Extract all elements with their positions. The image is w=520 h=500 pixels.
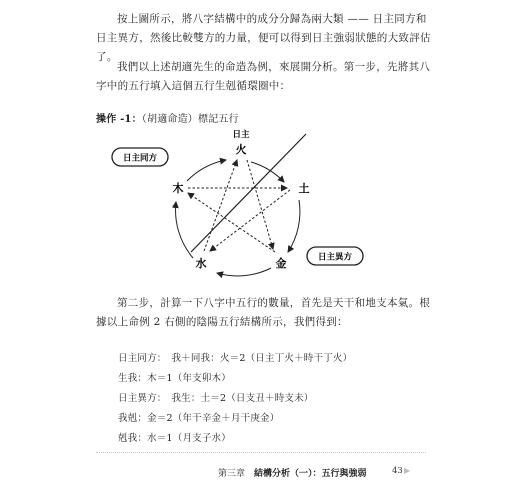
day-master-tag: 日主 — [232, 130, 250, 140]
calc-line-other-side: 日主異方： 我生：土＝2（日支丑＋時支未） — [118, 393, 314, 404]
page-number: 43 — [392, 466, 403, 476]
box-other-side-label: 日主異方 — [317, 252, 353, 263]
figure-caption-text: （胡適命造）標記五行 — [141, 114, 239, 125]
five-elements-diagram — [96, 122, 376, 292]
node-earth: 土 — [298, 182, 310, 195]
node-water: 水 — [195, 257, 207, 270]
page-arrow-icon: ▶ — [404, 466, 411, 475]
box-same-side-label: 日主同方 — [122, 153, 158, 164]
node-fire: 火 — [235, 143, 247, 156]
figure-caption-prefix: 操作 -1： — [96, 114, 142, 125]
intro-paragraph: 按上圖所示，將八字結構中的成分分歸為兩大類 —— 日主同方和日主異方，然後比較雙方的力量，便可以得到日主強弱狀態的大致評估了。 — [96, 13, 431, 63]
running-footer — [218, 466, 367, 479]
footer-chapter: 第三章 — [218, 469, 246, 479]
calc-line-metal: 我剋：金＝2（年干辛金＋月干庚金） — [118, 413, 280, 424]
node-wood: 木 — [172, 182, 184, 195]
footer-divider — [96, 452, 426, 453]
calc-line-water: 剋我：水＝1（月支子水） — [118, 433, 231, 444]
step-one-paragraph: 我們以上述胡適先生的命造為例，來展開分析。第一步，先將其八字中的五行填入這個五行生剋循環圈中： — [96, 61, 431, 92]
calc-line-same-side: 日主同方： 我＋同我：火＝2（日主丁火＋時干丁火） — [118, 353, 353, 364]
step-two-paragraph: 第二步，計算一下八字中五行的數量，首先是天干和地支本氣。根據以上命例 2 右側的陰陽五行結構所示，我們得到： — [96, 297, 431, 328]
box-same-side — [112, 148, 168, 166]
footer-title: 結構分析（一）：五行與強弱 — [254, 469, 367, 479]
calc-line-wood: 生我：木＝1（年支卯木） — [118, 373, 231, 384]
node-metal: 金 — [275, 257, 287, 270]
box-other-side — [307, 247, 363, 265]
